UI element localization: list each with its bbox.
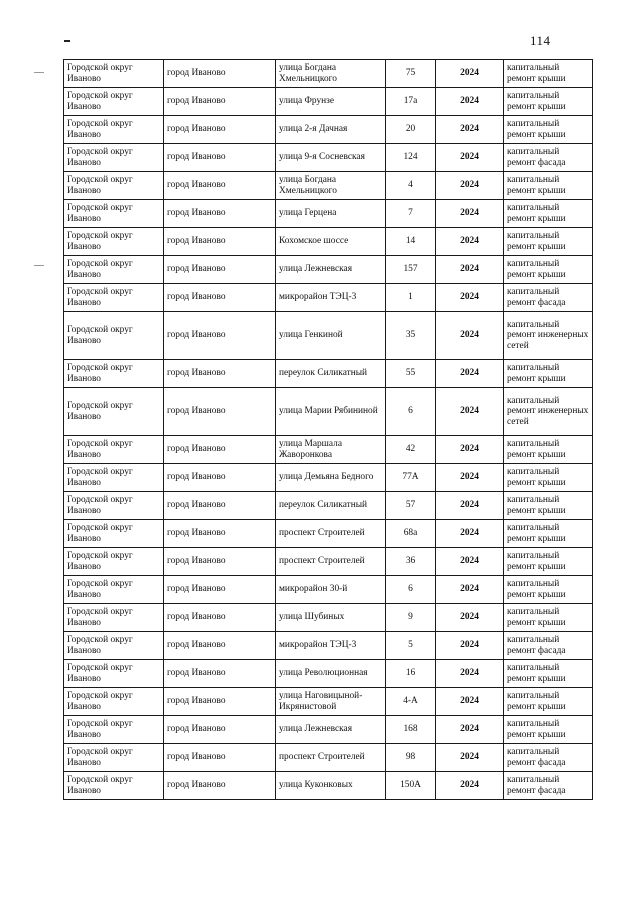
- table-body: [64, 60, 593, 800]
- work-type-cell: капитальный ремонт крыши: [504, 464, 593, 492]
- table-row: [64, 436, 593, 464]
- year-cell: 2024: [436, 360, 504, 388]
- district-cell: Городской округ Иваново: [64, 200, 164, 228]
- table-row: [64, 632, 593, 660]
- house-number-cell: 4: [386, 172, 436, 200]
- work-type-cell: капитальный ремонт крыши: [504, 88, 593, 116]
- city-cell: город Иваново: [164, 492, 276, 520]
- house-number-cell: 157: [386, 256, 436, 284]
- street-cell: проспект Строителей: [276, 548, 386, 576]
- house-number-cell: 77А: [386, 464, 436, 492]
- house-number-cell: 57: [386, 492, 436, 520]
- work-type-cell: капитальный ремонт крыши: [504, 520, 593, 548]
- house-number-cell: 168: [386, 716, 436, 744]
- city-cell: город Иваново: [164, 688, 276, 716]
- district-cell: Городской округ Иваново: [64, 576, 164, 604]
- district-cell: Городской округ Иваново: [64, 388, 164, 436]
- work-type-cell: капитальный ремонт крыши: [504, 256, 593, 284]
- table-row: [64, 576, 593, 604]
- street-cell: улица Куконковых: [276, 772, 386, 800]
- city-cell: город Иваново: [164, 548, 276, 576]
- year-cell: 2024: [436, 88, 504, 116]
- district-cell: Городской округ Иваново: [64, 772, 164, 800]
- house-number-cell: 42: [386, 436, 436, 464]
- district-cell: Городской округ Иваново: [64, 604, 164, 632]
- work-type-cell: капитальный ремонт крыши: [504, 548, 593, 576]
- table-row: [64, 716, 593, 744]
- house-number-cell: 150А: [386, 772, 436, 800]
- street-cell: улица Маршала Жаворонкова: [276, 436, 386, 464]
- district-cell: Городской округ Иваново: [64, 716, 164, 744]
- house-number-cell: 6: [386, 388, 436, 436]
- table-row: [64, 604, 593, 632]
- table-row: [64, 548, 593, 576]
- city-cell: город Иваново: [164, 772, 276, 800]
- table-row: [64, 660, 593, 688]
- corner-mark: [64, 40, 70, 42]
- district-cell: Городской округ Иваново: [64, 88, 164, 116]
- city-cell: город Иваново: [164, 660, 276, 688]
- table-row: [64, 360, 593, 388]
- work-type-cell: капитальный ремонт крыши: [504, 604, 593, 632]
- district-cell: Городской округ Иваново: [64, 116, 164, 144]
- city-cell: город Иваново: [164, 360, 276, 388]
- table-row: [64, 200, 593, 228]
- district-cell: Городской округ Иваново: [64, 492, 164, 520]
- work-type-cell: капитальный ремонт крыши: [504, 60, 593, 88]
- table-row: [64, 520, 593, 548]
- table-row: [64, 172, 593, 200]
- year-cell: 2024: [436, 744, 504, 772]
- street-cell: улица Революционная: [276, 660, 386, 688]
- table-row: [64, 388, 593, 436]
- page-number: 114: [530, 33, 551, 48]
- district-cell: Городской округ Иваново: [64, 284, 164, 312]
- city-cell: город Иваново: [164, 200, 276, 228]
- year-cell: 2024: [436, 388, 504, 436]
- house-number-cell: 1: [386, 284, 436, 312]
- work-type-cell: капитальный ремонт крыши: [504, 492, 593, 520]
- city-cell: город Иваново: [164, 436, 276, 464]
- work-type-cell: капитальный ремонт крыши: [504, 116, 593, 144]
- district-cell: Городской округ Иваново: [64, 632, 164, 660]
- district-cell: Городской округ Иваново: [64, 688, 164, 716]
- house-number-cell: 68а: [386, 520, 436, 548]
- city-cell: город Иваново: [164, 464, 276, 492]
- district-cell: Городской округ Иваново: [64, 228, 164, 256]
- city-cell: город Иваново: [164, 116, 276, 144]
- house-number-cell: 5: [386, 632, 436, 660]
- year-cell: 2024: [436, 312, 504, 360]
- street-cell: улица Шубиных: [276, 604, 386, 632]
- year-cell: 2024: [436, 436, 504, 464]
- work-type-cell: капитальный ремонт фасада: [504, 772, 593, 800]
- table-row: [64, 464, 593, 492]
- house-number-cell: 4-А: [386, 688, 436, 716]
- street-cell: Кохомское шоссе: [276, 228, 386, 256]
- city-cell: город Иваново: [164, 388, 276, 436]
- house-number-cell: 35: [386, 312, 436, 360]
- house-number-cell: 98: [386, 744, 436, 772]
- year-cell: 2024: [436, 716, 504, 744]
- street-cell: улица Демьяна Бедного: [276, 464, 386, 492]
- street-cell: улица 9-я Сосневская: [276, 144, 386, 172]
- year-cell: 2024: [436, 632, 504, 660]
- street-cell: проспект Строителей: [276, 744, 386, 772]
- city-cell: город Иваново: [164, 144, 276, 172]
- table-row: [64, 492, 593, 520]
- city-cell: город Иваново: [164, 284, 276, 312]
- year-cell: 2024: [436, 520, 504, 548]
- house-number-cell: 17а: [386, 88, 436, 116]
- table-row: [64, 284, 593, 312]
- year-cell: 2024: [436, 492, 504, 520]
- work-type-cell: капитальный ремонт фасада: [504, 144, 593, 172]
- city-cell: город Иваново: [164, 576, 276, 604]
- work-type-cell: капитальный ремонт крыши: [504, 436, 593, 464]
- house-number-cell: 7: [386, 200, 436, 228]
- house-number-cell: 124: [386, 144, 436, 172]
- work-type-cell: капитальный ремонт крыши: [504, 716, 593, 744]
- table-row: [64, 744, 593, 772]
- year-cell: 2024: [436, 116, 504, 144]
- street-cell: улица Лежневская: [276, 716, 386, 744]
- street-cell: улица Генкиной: [276, 312, 386, 360]
- street-cell: микрорайон ТЭЦ-3: [276, 632, 386, 660]
- table-row: [64, 312, 593, 360]
- year-cell: 2024: [436, 144, 504, 172]
- street-cell: проспект Строителей: [276, 520, 386, 548]
- year-cell: 2024: [436, 60, 504, 88]
- district-cell: Городской округ Иваново: [64, 548, 164, 576]
- district-cell: Городской округ Иваново: [64, 60, 164, 88]
- city-cell: город Иваново: [164, 604, 276, 632]
- table-row: [64, 144, 593, 172]
- year-cell: 2024: [436, 284, 504, 312]
- work-type-cell: капитальный ремонт крыши: [504, 660, 593, 688]
- year-cell: 2024: [436, 256, 504, 284]
- street-cell: улица Герцена: [276, 200, 386, 228]
- street-cell: улица 2-я Дачная: [276, 116, 386, 144]
- house-number-cell: 9: [386, 604, 436, 632]
- city-cell: город Иваново: [164, 744, 276, 772]
- district-cell: Городской округ Иваново: [64, 312, 164, 360]
- city-cell: город Иваново: [164, 520, 276, 548]
- district-cell: Городской округ Иваново: [64, 360, 164, 388]
- table-row: [64, 60, 593, 88]
- year-cell: 2024: [436, 464, 504, 492]
- work-type-cell: капитальный ремонт крыши: [504, 576, 593, 604]
- work-type-cell: капитальный ремонт фасада: [504, 284, 593, 312]
- district-cell: Городской округ Иваново: [64, 660, 164, 688]
- district-cell: Городской округ Иваново: [64, 744, 164, 772]
- city-cell: город Иваново: [164, 60, 276, 88]
- year-cell: 2024: [436, 772, 504, 800]
- table-row: [64, 772, 593, 800]
- work-type-cell: капитальный ремонт крыши: [504, 360, 593, 388]
- work-type-cell: капитальный ремонт фасада: [504, 632, 593, 660]
- work-type-cell: капитальный ремонт крыши: [504, 200, 593, 228]
- street-cell: улица Наговицыной-Икрянистовой: [276, 688, 386, 716]
- street-cell: улица Богдана Хмельницкого: [276, 172, 386, 200]
- work-type-cell: капитальный ремонт крыши: [504, 688, 593, 716]
- house-number-cell: 16: [386, 660, 436, 688]
- city-cell: город Иваново: [164, 256, 276, 284]
- house-number-cell: 55: [386, 360, 436, 388]
- house-number-cell: 20: [386, 116, 436, 144]
- year-cell: 2024: [436, 660, 504, 688]
- year-cell: 2024: [436, 576, 504, 604]
- year-cell: 2024: [436, 228, 504, 256]
- year-cell: 2024: [436, 688, 504, 716]
- street-cell: улица Марии Рябининой: [276, 388, 386, 436]
- work-type-cell: капитальный ремонт инженерных сетей: [504, 388, 593, 436]
- city-cell: город Иваново: [164, 228, 276, 256]
- repair-schedule-table: [63, 59, 593, 800]
- work-type-cell: капитальный ремонт крыши: [504, 228, 593, 256]
- district-cell: Городской округ Иваново: [64, 172, 164, 200]
- table-row: [64, 688, 593, 716]
- year-cell: 2024: [436, 548, 504, 576]
- house-number-cell: 14: [386, 228, 436, 256]
- year-cell: 2024: [436, 200, 504, 228]
- city-cell: город Иваново: [164, 716, 276, 744]
- street-cell: микрорайон 30-й: [276, 576, 386, 604]
- year-cell: 2024: [436, 172, 504, 200]
- table-row: [64, 88, 593, 116]
- table-row: [64, 228, 593, 256]
- city-cell: город Иваново: [164, 312, 276, 360]
- work-type-cell: капитальный ремонт крыши: [504, 172, 593, 200]
- street-cell: переулок Силикатный: [276, 360, 386, 388]
- work-type-cell: капитальный ремонт фасада: [504, 744, 593, 772]
- district-cell: Городской округ Иваново: [64, 464, 164, 492]
- district-cell: Городской округ Иваново: [64, 144, 164, 172]
- city-cell: город Иваново: [164, 88, 276, 116]
- street-cell: улица Фрунзе: [276, 88, 386, 116]
- table-row: [64, 256, 593, 284]
- house-number-cell: 75: [386, 60, 436, 88]
- house-number-cell: 36: [386, 548, 436, 576]
- margin-tick-2: [34, 265, 44, 266]
- margin-tick-1: [34, 72, 44, 73]
- work-type-cell: капитальный ремонт инженерных сетей: [504, 312, 593, 360]
- district-cell: Городской округ Иваново: [64, 520, 164, 548]
- street-cell: улица Лежневская: [276, 256, 386, 284]
- district-cell: Городской округ Иваново: [64, 256, 164, 284]
- street-cell: переулок Силикатный: [276, 492, 386, 520]
- district-cell: Городской округ Иваново: [64, 436, 164, 464]
- city-cell: город Иваново: [164, 632, 276, 660]
- street-cell: микрорайон ТЭЦ-3: [276, 284, 386, 312]
- city-cell: город Иваново: [164, 172, 276, 200]
- table-row: [64, 116, 593, 144]
- street-cell: улица Богдана Хмельницкого: [276, 60, 386, 88]
- house-number-cell: 6: [386, 576, 436, 604]
- year-cell: 2024: [436, 604, 504, 632]
